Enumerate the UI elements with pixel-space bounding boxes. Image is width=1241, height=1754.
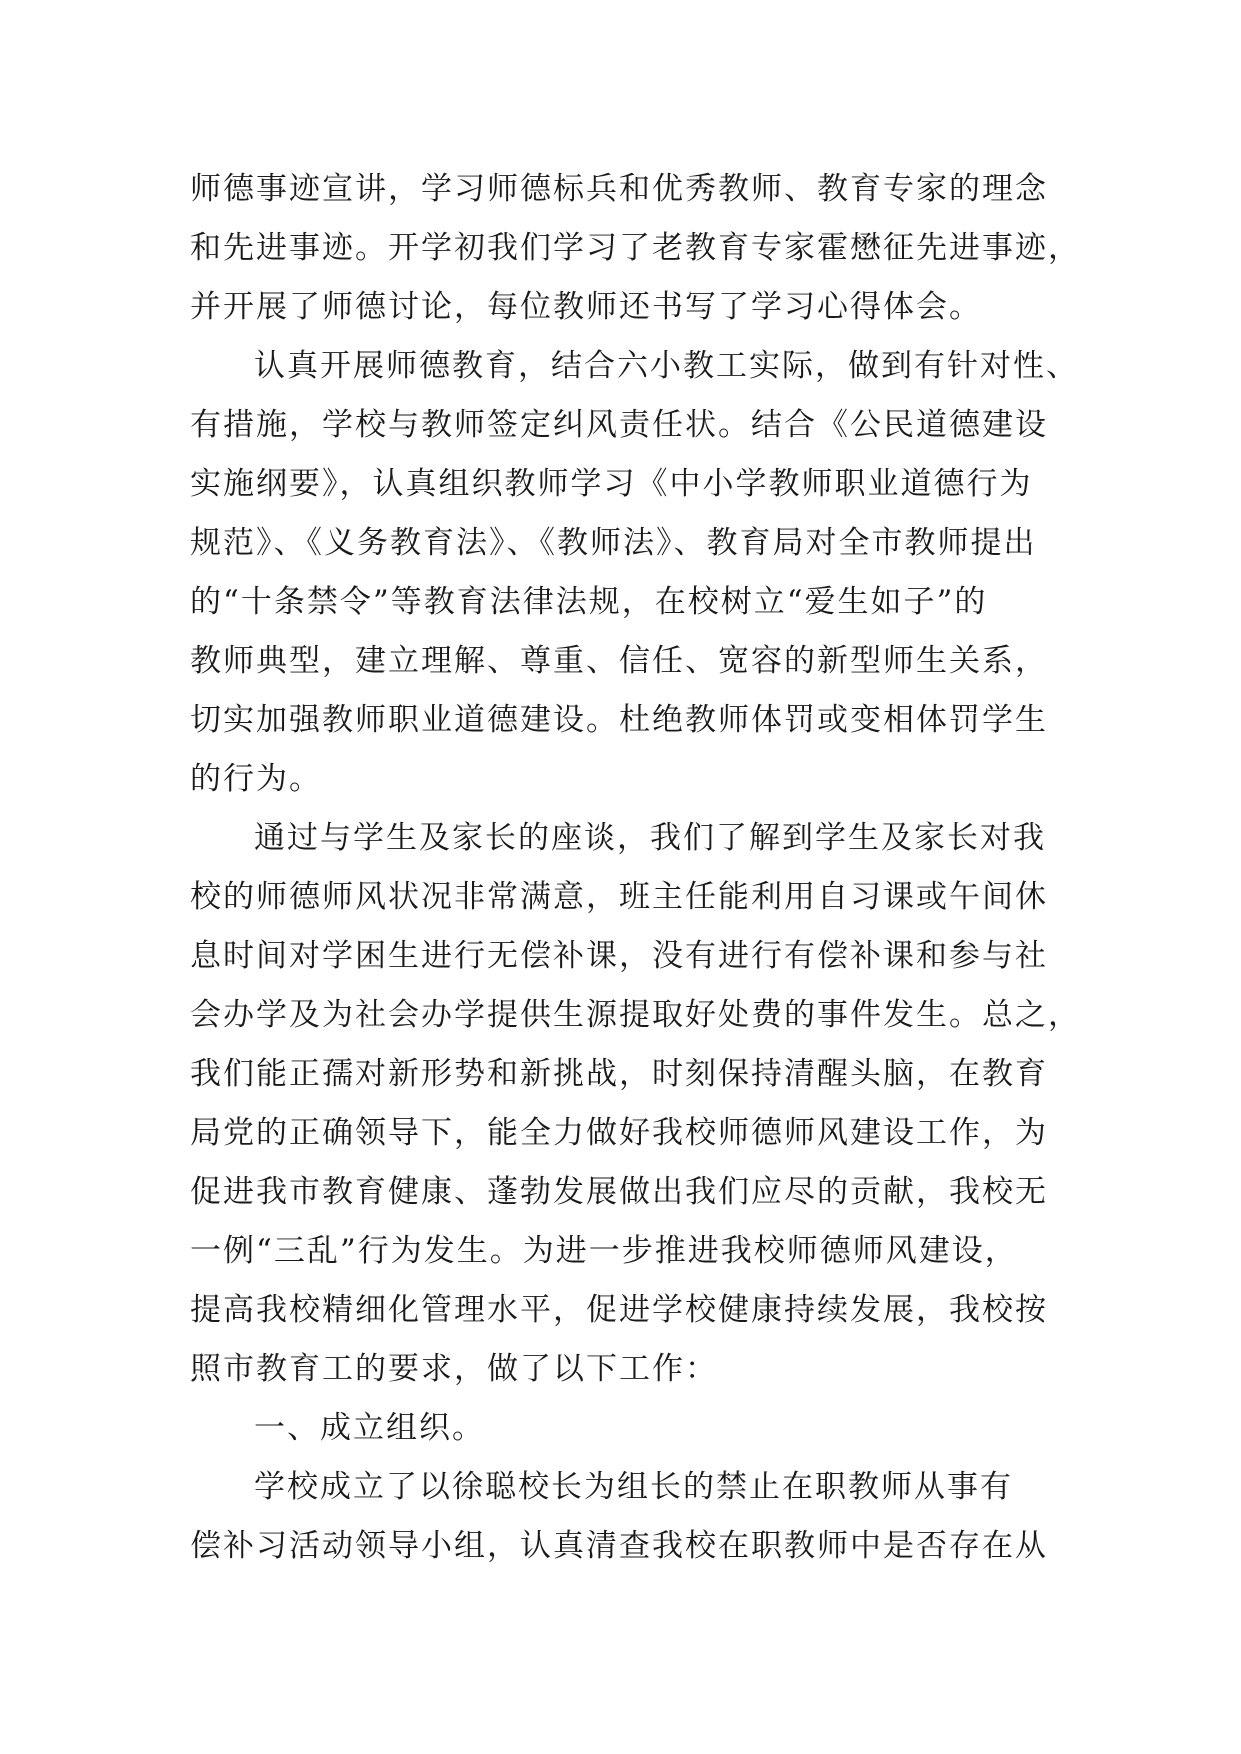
text-line: 息时间对学困生进行无偿补课，没有进行有偿补课和参与社: [190, 938, 1048, 974]
text-line: 提高我校精细化管理水平，促进学校健康持续发展，我校按: [190, 1292, 1048, 1328]
text-line: 偿补习活动领导小组，认真清查我校在职教师中是否存在从: [190, 1528, 1048, 1564]
text-line: 一例“三乱”行为发生。为进一步推进我校师德师风建设，: [190, 1233, 1018, 1269]
text-line: 教师典型，建立理解、尊重、信任、宽容的新型师生关系，: [190, 643, 1048, 679]
text-line: 一、成立组织。: [254, 1410, 485, 1446]
text-line: 和先进事迹。开学初我们学习了老教育专家霍懋征先进事迹，: [190, 230, 1081, 266]
text-line: 照市教育工的要求，做了以下工作：: [190, 1351, 718, 1387]
text-line: 并开展了师德讨论，每位教师还书写了学习心得体会。: [190, 289, 982, 325]
text-line: 认真开展师德教育，结合六小教工实际，做到有针对性、: [254, 348, 1079, 384]
text-line: 局党的正确领导下，能全力做好我校师德师风建设工作，为: [190, 1115, 1048, 1151]
text-line: 校的师德师风状况非常满意，班主任能利用自习课或午间休: [190, 879, 1048, 915]
text-line: 我们能正孺对新形势和新挑战，时刻保持清醒头脑，在教育: [190, 1056, 1048, 1092]
text-line: 学校成立了以徐聪校长为组长的禁止在职教师从事有: [254, 1469, 1013, 1505]
text-line: 会办学及为社会办学提供生源提取好处费的事件发生。总之，: [190, 997, 1081, 1033]
text-line: 切实加强教师职业道德建设。杜绝教师体罚或变相体罚学生: [190, 702, 1048, 738]
text-line: 实施纲要》，认真组织教师学习《中小学教师职业道德行为: [190, 466, 1033, 502]
text-line: 规范》、《义务教育法》、《教师法》、教育局对全市教师提出: [190, 525, 1037, 561]
text-line: 有措施，学校与教师签定纠风责任状。结合《公民道德建设: [190, 407, 1048, 443]
text-line: 师德事迹宣讲，学习师德标兵和优秀教师、教育专家的理念: [190, 171, 1048, 207]
text-line: 的行为。: [190, 761, 322, 797]
text-line: 通过与学生及家长的座谈，我们了解到学生及家长对我: [254, 820, 1046, 856]
document-body: [190, 160, 1120, 1576]
text-line: 促进我市教育健康、蓬勃发展做出我们应尽的贡献，我校无: [190, 1174, 1048, 1210]
text-line: 的“十条禁令”等教育法律法规，在校树立“爱生如子”的: [190, 584, 988, 620]
